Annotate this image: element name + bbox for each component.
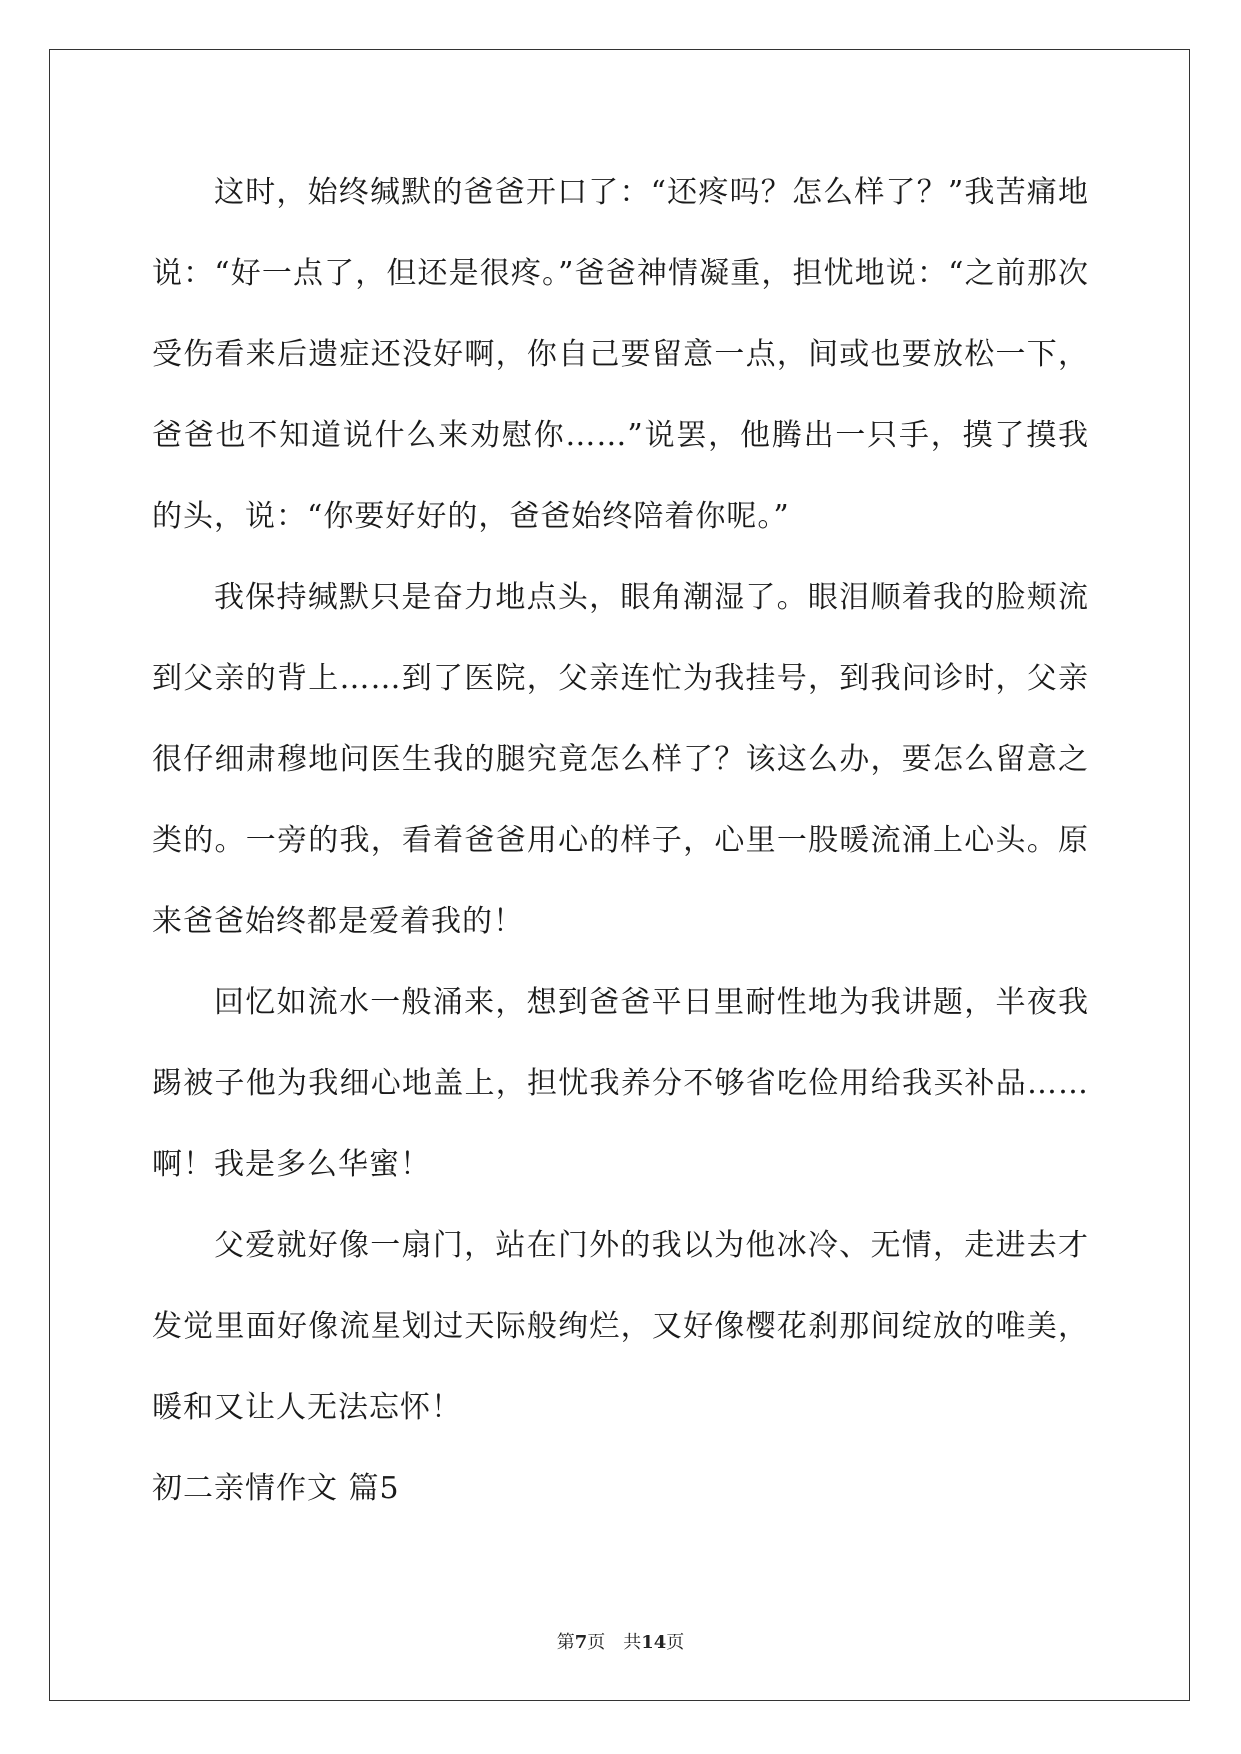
page-suffix: 页 xyxy=(587,1632,606,1653)
paragraph: 这时，始终缄默的爸爸开口了：“还疼吗？怎么样了？”我苦痛地说：“好一点了，但还是很疼。”爸爸神情凝重，担忧地说：“之前那次受伤看来后遗症还没好啊，你自己要留意一点，间或也要放松一下，爸爸也不知道说什么来劝慰你……”说罢，他腾出一只手，摸了摸我的头，说：“你要好好的，爸爸始终陪着你呢。” xyxy=(152,175,1089,534)
page-prefix: 第 xyxy=(556,1632,575,1653)
document-body xyxy=(152,152,1089,1529)
paragraph: 我保持缄默只是奋力地点头，眼角潮湿了。眼泪顺着我的脸颊流到父亲的背上……到了医院，父亲连忙为我挂号，到我问诊时，父亲很仔细肃穆地问医生我的腿究竟怎么样了？该这么办，要怎么留意之类的。一旁的我，看着爸爸用心的样子，心里一股暖流涌上心头。原来爸爸始终都是爱着我的！ xyxy=(152,580,1089,939)
total-pages: 14 xyxy=(641,1632,667,1653)
paragraph: 父爱就好像一扇门，站在门外的我以为他冰冷、无情，走进去才发觉里面好像流星划过天际般绚烂，又好像樱花刹那间绽放的唯美，暖和又让人无法忘怀！ xyxy=(152,1228,1089,1425)
page-number: 7 xyxy=(574,1632,588,1653)
section-heading: 初二亲情作文 篇5 xyxy=(152,1471,400,1506)
page-footer xyxy=(0,1628,1241,1654)
paragraph: 回忆如流水一般涌来，想到爸爸平日里耐性地为我讲题，半夜我踢被子他为我细心地盖上，担忧我养分不够省吃俭用给我买补品……啊！我是多么华蜜！ xyxy=(152,985,1089,1182)
total-prefix: 共 xyxy=(623,1632,642,1653)
total-suffix: 页 xyxy=(666,1632,685,1653)
